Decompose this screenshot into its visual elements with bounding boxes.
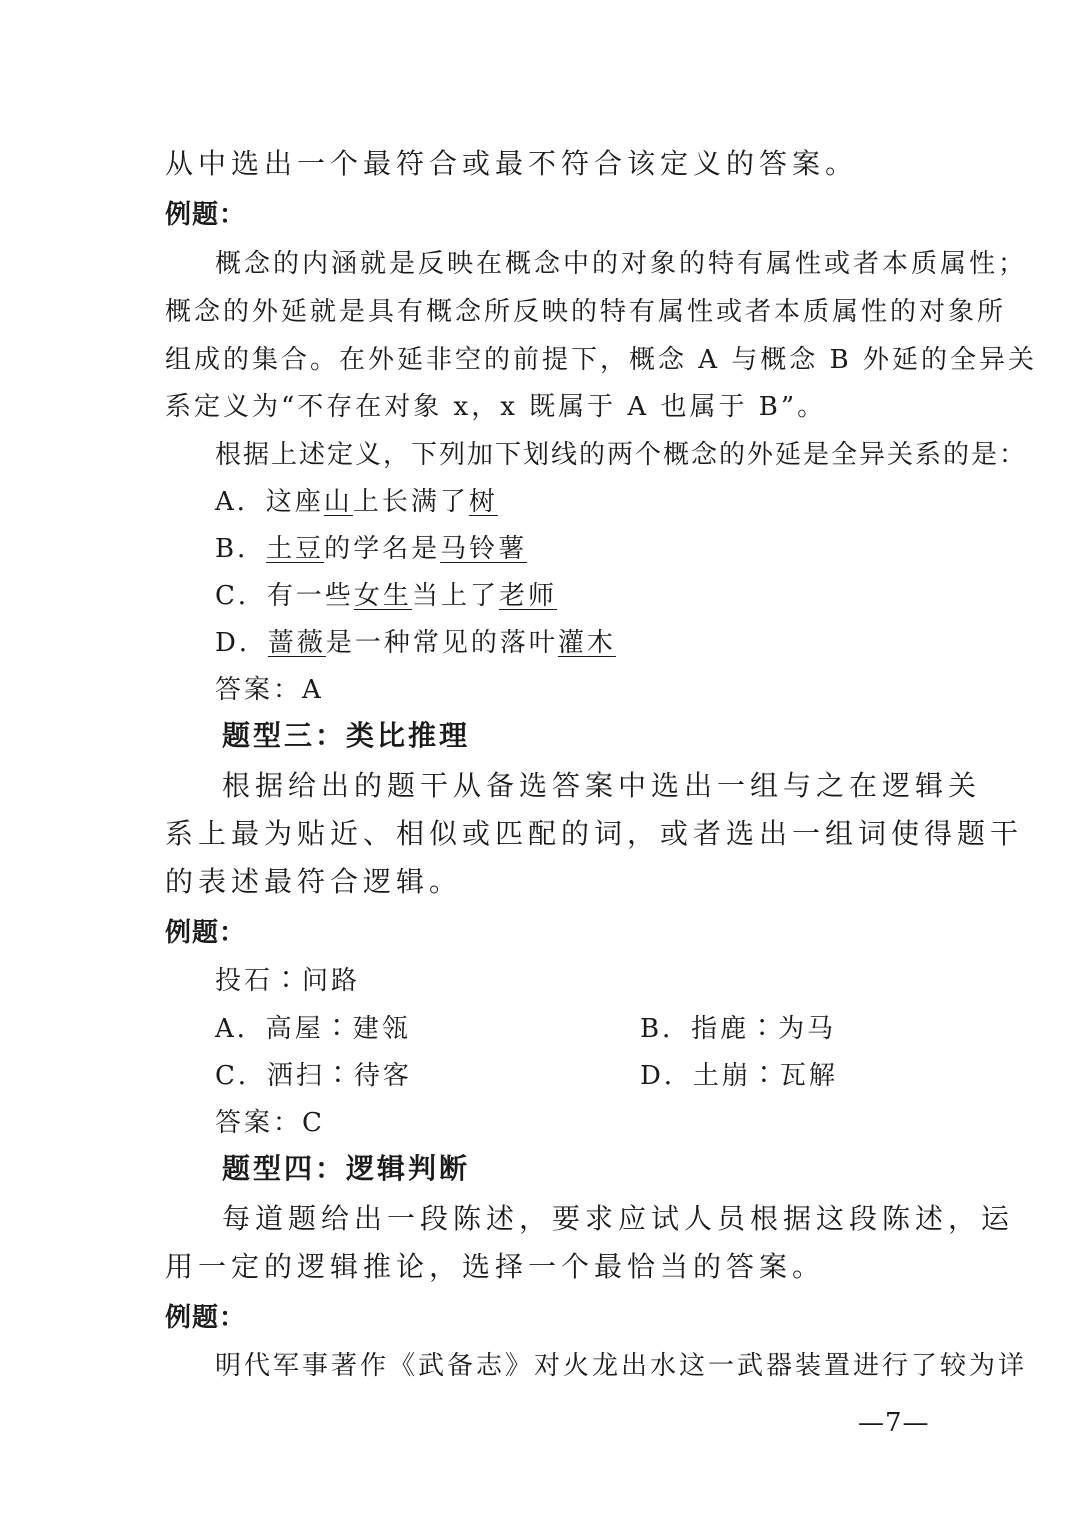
example1-option-c [215, 575, 557, 612]
option-text: 的学名是 [324, 534, 441, 564]
example1-option-d [215, 622, 616, 659]
intro-line: 从中选出一个最符合或最不符合该定义的答案。 [165, 147, 859, 180]
underlined-concept: 蔷薇 [267, 628, 326, 658]
example1-question: 根据上述定义，下列加下划线的两个概念的外延是全异关系的是： [215, 440, 1028, 470]
option-text: 是一种常见的落叶 [325, 628, 558, 658]
section-4-heading: 题型四：逻辑判断 [222, 1152, 471, 1185]
option-letter: C． [215, 581, 267, 611]
section3-answer: 答案：C [215, 1108, 325, 1138]
option-text: 这座 [265, 487, 324, 517]
page-number: —7— [858, 1408, 930, 1438]
analogy-stem: 投石∶问路 [215, 966, 361, 996]
example1-answer: 答案：A [215, 675, 324, 705]
option-text: 洒扫∶待客 [266, 1061, 412, 1091]
example-heading-1: 例题： [165, 200, 247, 230]
analogy-option-a [215, 1008, 411, 1045]
section3-desc-line-2: 系上最为贴近、相似或匹配的词，或者选出一组词使得题干 [165, 817, 1024, 850]
option-text: 指鹿∶为马 [691, 1014, 837, 1044]
section3-desc-line-3: 的表述最符合逻辑。 [165, 865, 463, 898]
option-letter: B． [215, 534, 267, 564]
option-letter: C． [215, 1061, 267, 1091]
option-letter: D． [640, 1061, 693, 1091]
underlined-concept: 土豆 [266, 534, 325, 564]
option-letter: A． [215, 487, 266, 517]
example1-option-a [215, 481, 498, 518]
option-text: 有一些 [266, 581, 354, 611]
example1-para-line-4: 系定义为“不存在对象 x，x 既属于 A 也属于 B”。 [165, 392, 827, 422]
option-text: 土崩∶瓦解 [692, 1061, 838, 1091]
underlined-concept: 山 [323, 487, 353, 517]
example1-para-line-2: 概念的外延就是具有概念所反映的特有属性或者本质属性的对象所 [165, 297, 1007, 327]
underlined-concept: 树 [468, 487, 498, 517]
underlined-concept: 灌木 [557, 628, 616, 658]
example-heading-2: 例题： [165, 918, 247, 948]
option-text: 当上了 [411, 581, 499, 611]
example1-para-line-1: 概念的内涵就是反映在概念中的对象的特有属性或者本质属性； [215, 249, 1028, 279]
underlined-concept: 女生 [353, 581, 412, 611]
section4-desc-line-1: 每道题给出一段陈述，要求应试人员根据这段陈述，运 [222, 1202, 1015, 1235]
section3-desc-line-1: 根据给出的题干从备选答案中选出一组与之在逻辑关 [222, 769, 982, 802]
underlined-concept: 老师 [498, 581, 557, 611]
section4-desc-line-2: 用一定的逻辑推论，选择一个最恰当的答案。 [165, 1250, 826, 1283]
option-letter: A． [215, 1014, 266, 1044]
option-letter: D． [215, 628, 268, 658]
underlined-concept: 马铃薯 [440, 534, 528, 564]
analogy-option-c [215, 1055, 412, 1092]
analogy-option-b [640, 1008, 836, 1045]
analogy-option-d [640, 1055, 838, 1092]
option-text: 上长满了 [352, 487, 469, 517]
example-heading-3: 例题： [165, 1303, 247, 1333]
option-text: 高屋∶建瓴 [265, 1014, 411, 1044]
example1-option-b [215, 528, 527, 565]
section4-para-line-1: 明代军事著作《武备志》对火龙出水这一武器装置进行了较为详 [215, 1351, 1028, 1381]
option-letter: B． [640, 1014, 692, 1044]
section-3-heading: 题型三：类比推理 [222, 719, 471, 752]
example1-para-line-3: 组成的集合。在外延非空的前提下，概念 A 与概念 B 外延的全异关 [165, 345, 1037, 375]
